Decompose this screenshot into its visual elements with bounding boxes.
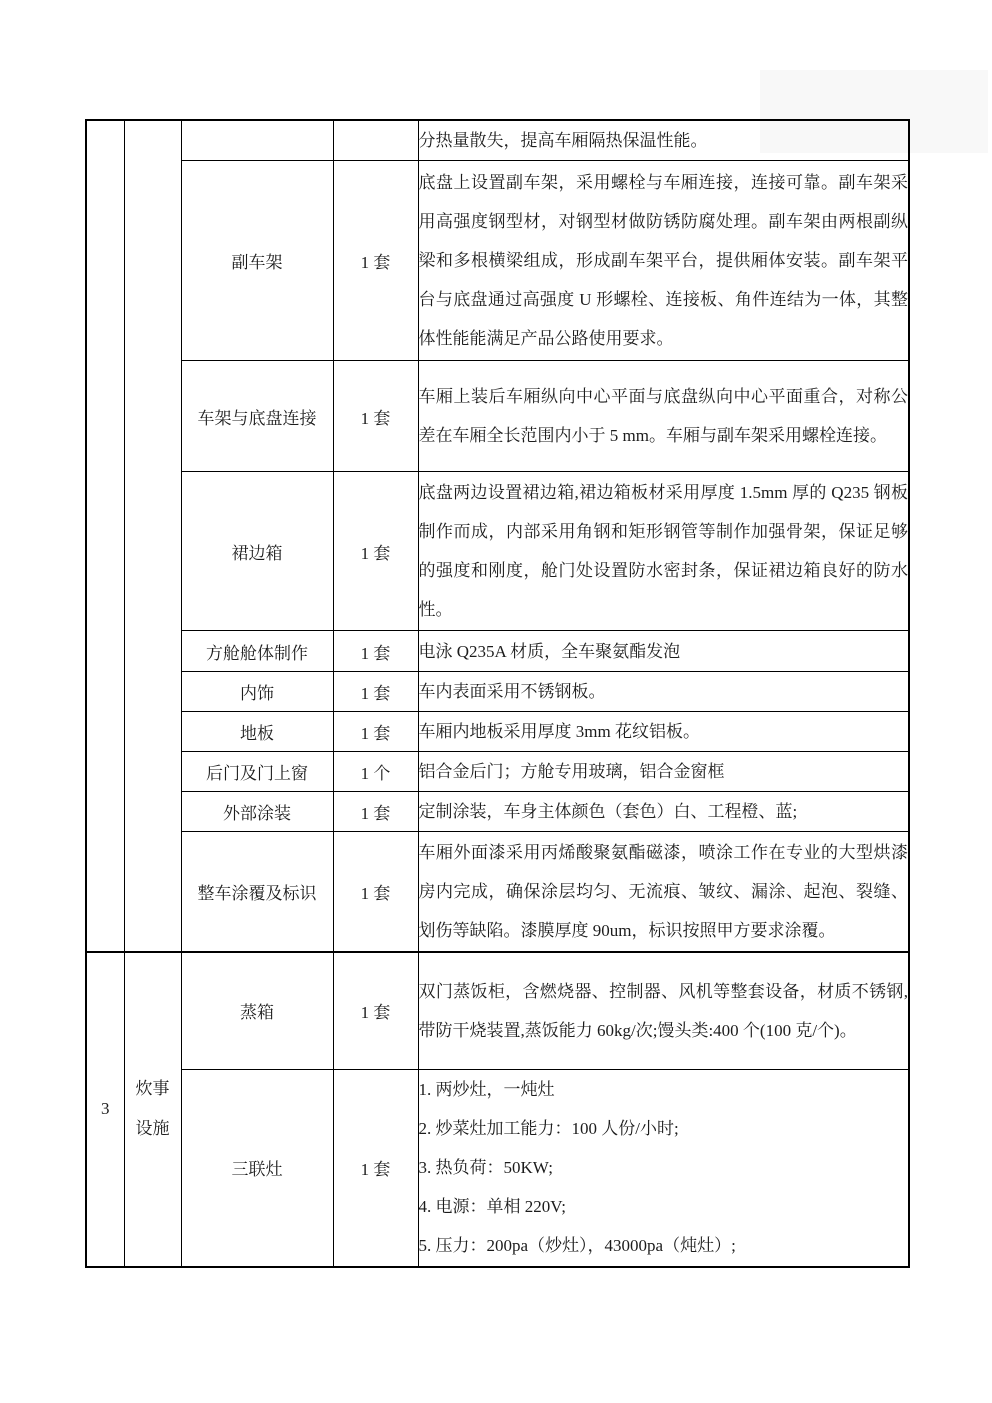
table-row xyxy=(86,672,909,712)
spec-text: 底盘两边设置裙边箱,裙边箱板材采用厚度 1.5mm 厚的 Q235 钢板制作而成，内部采用角钢和矩形钢管等制作加强骨架，保证足够的强度和刚度，舱门处设置防水密封条，保证裙边箱良好的防水性。 xyxy=(418,483,908,619)
item-name-cell: 裙边箱 xyxy=(181,472,333,631)
spec-list-line: 2. 炒菜灶加工能力：100 人份/小时; xyxy=(418,1119,679,1139)
spec-list-line: 4. 电源：单相 220V; xyxy=(418,1197,566,1217)
spec-desc-cell xyxy=(418,472,909,631)
item-name-cell xyxy=(181,120,333,161)
section-category-cell xyxy=(124,120,181,952)
item-name-cell: 外部涂装 xyxy=(181,792,333,832)
spec-desc-cell xyxy=(418,952,909,1070)
section-number-cell xyxy=(86,120,124,952)
spec-list-line: 1. 两炒灶，一炖灶 xyxy=(418,1080,555,1100)
spec-text: 车厢内地板采用厚度 3mm 花纹铝板。 xyxy=(418,722,700,741)
quantity-cell: 1 套 xyxy=(333,792,418,832)
quantity-cell: 1 套 xyxy=(333,832,418,952)
item-name-cell: 蒸箱 xyxy=(181,952,333,1070)
item-name-cell: 方舱舱体制作 xyxy=(181,631,333,672)
spec-text: 双门蒸饭柜，含燃烧器、控制器、风机等整套设备，材质不锈钢,带防干烧装置,蒸饭能力 60kg/次;馒头类:400 个(100 克/个)。 xyxy=(418,981,908,1040)
item-name-cell: 车架与底盘连接 xyxy=(181,361,333,472)
section-category-cell xyxy=(124,952,181,1267)
item-name-cell: 地板 xyxy=(181,712,333,752)
item-name-cell: 后门及门上窗 xyxy=(181,752,333,792)
item-name-cell: 整车涂覆及标识 xyxy=(181,832,333,952)
category-line: 炊事 xyxy=(135,1079,170,1098)
spec-desc-cell xyxy=(418,631,909,672)
table-row xyxy=(86,792,909,832)
table-row xyxy=(86,752,909,792)
table-row xyxy=(86,161,909,361)
spec-desc-cell xyxy=(418,792,909,832)
spec-text: 分热量散失，提高车厢隔热保温性能。 xyxy=(418,131,708,150)
quantity-cell: 1 套 xyxy=(333,712,418,752)
spec-desc-cell xyxy=(418,712,909,752)
table-row xyxy=(86,832,909,952)
spec-text: 车厢上装后车厢纵向中心平面与底盘纵向中心平面重合，对称公差在车厢全长范围内小于 5 mm。车厢与副车架采用螺栓连接。 xyxy=(418,387,908,445)
spec-desc-cell xyxy=(418,161,909,361)
table-row xyxy=(86,120,909,161)
spec-desc-cell xyxy=(418,120,909,161)
table-row xyxy=(86,361,909,472)
quantity-cell: 1 套 xyxy=(333,161,418,361)
spec-desc-cell xyxy=(418,752,909,792)
table-row xyxy=(86,712,909,752)
spec-desc-cell xyxy=(418,361,909,472)
section-number-cell: 3 xyxy=(86,952,124,1267)
quantity-cell: 1 套 xyxy=(333,472,418,631)
spec-text: 底盘上设置副车架，采用螺栓与车厢连接，连接可靠。副车架采用高强度钢型材，对钢型材做防锈防腐处理。副车架由两根副纵梁和多根横梁组成，形成副车架平台，提供厢体安装。副车架平台与底盘通过高强度 U 形螺栓、连接板、角件连结为一体，其整体性能能满足产品公路使用要求。 xyxy=(418,173,908,348)
table-row xyxy=(86,1070,909,1267)
spec-desc-cell xyxy=(418,672,909,712)
quantity-cell: 1 个 xyxy=(333,752,418,792)
quantity-cell: 1 套 xyxy=(333,361,418,472)
spec-list-line: 3. 热负荷：50KW; xyxy=(418,1158,553,1178)
spec-text: 车内表面采用不锈钢板。 xyxy=(418,682,606,701)
spec-desc-cell xyxy=(418,1070,909,1267)
item-name-cell: 三联灶 xyxy=(181,1070,333,1267)
spec-text: 电泳 Q235A 材质，全车聚氨酯发泡 xyxy=(418,641,681,661)
quantity-cell: 1 套 xyxy=(333,672,418,712)
quantity-cell: 1 套 xyxy=(333,1070,418,1267)
quantity-cell: 1 套 xyxy=(333,631,418,672)
spec-text: 定制涂装，车身主体颜色（套色）白、工程橙、蓝; xyxy=(418,802,798,821)
quantity-cell: 1 套 xyxy=(333,952,418,1070)
equipment-spec-table xyxy=(85,119,910,1268)
spec-desc-cell xyxy=(418,832,909,952)
spec-list-line: 5. 压力：200pa（炒灶），43000pa（炖灶）; xyxy=(418,1236,736,1256)
table-row xyxy=(86,472,909,631)
category-line: 设施 xyxy=(135,1119,170,1138)
item-name-cell: 副车架 xyxy=(181,161,333,361)
table-row xyxy=(86,631,909,672)
quantity-cell xyxy=(333,120,418,161)
table-row xyxy=(86,952,909,1070)
item-name-cell: 内饰 xyxy=(181,672,333,712)
spec-text: 铝合金后门；方舱专用玻璃，铝合金窗框 xyxy=(418,762,725,781)
spec-text: 车厢外面漆采用丙烯酸聚氨酯磁漆，喷涂工作在专业的大型烘漆房内完成，确保涂层均匀、无流痕、皱纹、漏涂、起泡、裂缝、划伤等缺陷。漆膜厚度 90um，标识按照甲方要求涂覆。 xyxy=(418,842,908,940)
